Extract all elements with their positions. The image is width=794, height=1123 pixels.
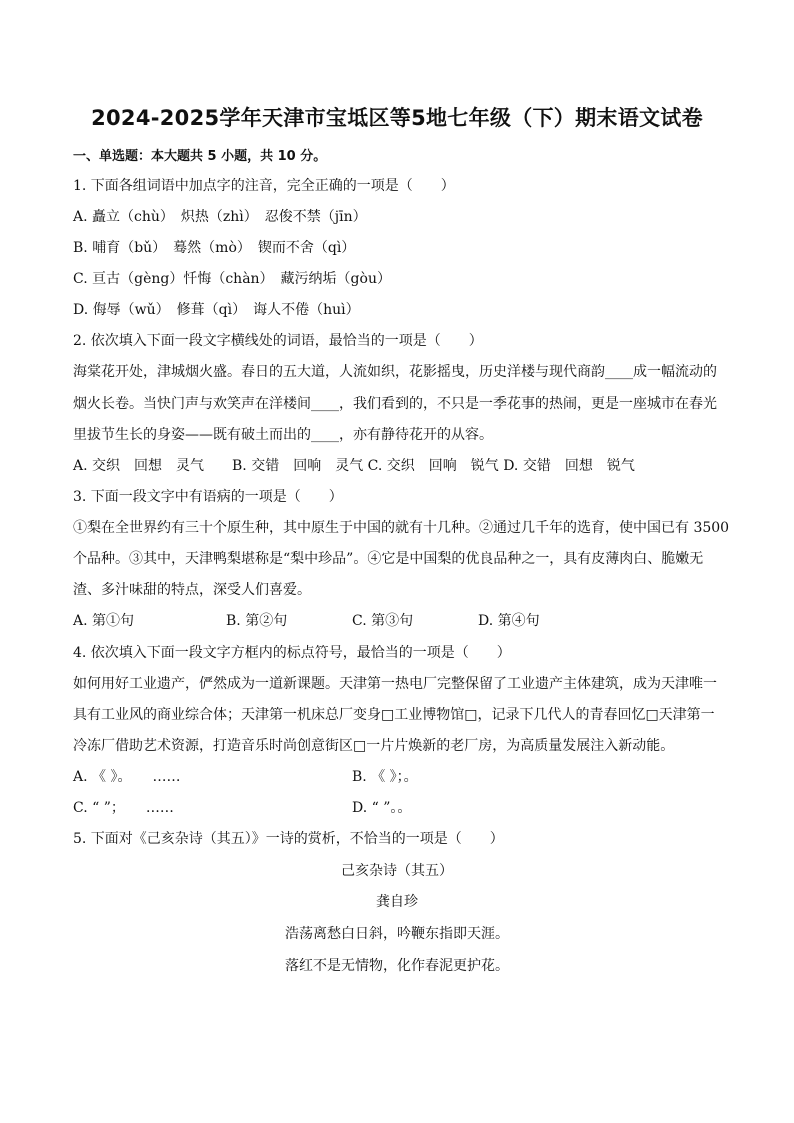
section-heading: 一、单选题：本大题共 5 小题，共 10 分。 [73, 149, 327, 164]
q4-passage-line: 冷冻厂借助艺术资源，打造音乐时尚创意街区□一片片焕新的老厂房，为高质量发展注入新动能。 [73, 738, 675, 754]
q4-passage-line: 如何用好工业遗产，俨然成为一道新课题。天津第一热电厂完整保留了工业遗产主体建筑，成为天津唯一 [73, 676, 717, 692]
page-title: 2024-2025学年天津市宝坻区等5地七年级（下）期末语文试卷 [91, 106, 703, 130]
q3-option-c: C. 第③句 [352, 613, 414, 629]
q5-stem: 5. 下面对《己亥杂诗（其五）》一诗的赏析，不恰当的一项是（ ） [73, 831, 504, 847]
q4-option-d: D. “ ”。。 [352, 800, 412, 816]
q1-option-a: A. 矗立（chù） 炽热（zhì） 忍俊不禁（jīn） [73, 209, 367, 225]
q1-option-d: D. 侮辱（wǔ） 修葺（qì） 诲人不倦（huì） [73, 302, 360, 318]
poem-line: 浩荡离愁白日斜，吟鞭东指即天涯。 [285, 926, 509, 942]
q1-stem: 1. 下面各组词语中加点字的注音，完全正确的一项是（ ） [73, 178, 455, 194]
q3-passage-line: 渣、多汁味甜的特点，深受人们喜爱。 [73, 582, 311, 598]
q2-stem: 2. 依次填入下面一段文字横线处的词语，最恰当的一项是（ ） [73, 333, 483, 349]
q4-passage-line: 具有工业风的商业综合体；天津第一机床总厂变身□工业博物馆□，记录下几代人的青春回忆□天津第一 [73, 707, 715, 723]
q3-passage-line: 个品种。③其中，天津鸭梨堪称是“梨中珍品”。④它是中国梨的优良品种之一，具有皮薄肉白、脆嫩无 [73, 551, 704, 567]
q3-option-b: B. 第②句 [226, 613, 288, 629]
q2-options: A. 交织 回想 灵气 B. 交错 回响 灵气 C. 交织 回响 锐气 D. 交错 回想 锐气 [73, 458, 635, 474]
poem-title: 己亥杂诗（其五） [341, 863, 453, 879]
q3-passage-line: ①梨在全世界约有三十个原生种，其中原生于中国的就有十几种。②通过几千年的选育，使中国已有 3500 [73, 520, 730, 536]
q1-option-c: C. 亘古（gèng）忏悔（chàn） 藏污纳垢（gòu） [73, 271, 391, 287]
q3-stem: 3. 下面一段文字中有语病的一项是（ ） [73, 489, 343, 505]
q1-option-b: B. 哺育（bǔ） 蓦然（mò） 锲而不舍（qì） [73, 240, 356, 256]
q4-stem: 4. 依次填入下面一段文字方框内的标点符号，最恰当的一项是（ ） [73, 645, 511, 661]
q2-passage-line: 烟火长卷。当快门声与欢笑声在洋楼间____，我们看到的，不只是一季花事的热闹，更是一座城市在春光 [73, 396, 717, 412]
q4-option-a: A. 《 》。 …… [73, 769, 181, 785]
q4-option-c: C. “ ”； …… [73, 800, 174, 816]
q2-passage-line: 里拔节生长的身姿——既有破土而出的____，亦有静待花开的从容。 [73, 427, 493, 443]
poem-line: 落红不是无情物，化作春泥更护花。 [285, 958, 509, 974]
q2-passage-line: 海棠花开处，津城烟火盛。春日的五大道，人流如织，花影摇曳，历史洋楼与现代商韵____成一幅流动的 [73, 364, 717, 380]
poem-author: 龚自珍 [376, 894, 418, 910]
q4-option-b: B. 《 》；。 [352, 769, 418, 785]
q3-option-d: D. 第④句 [478, 613, 540, 629]
q3-option-a: A. 第①句 [73, 613, 135, 629]
